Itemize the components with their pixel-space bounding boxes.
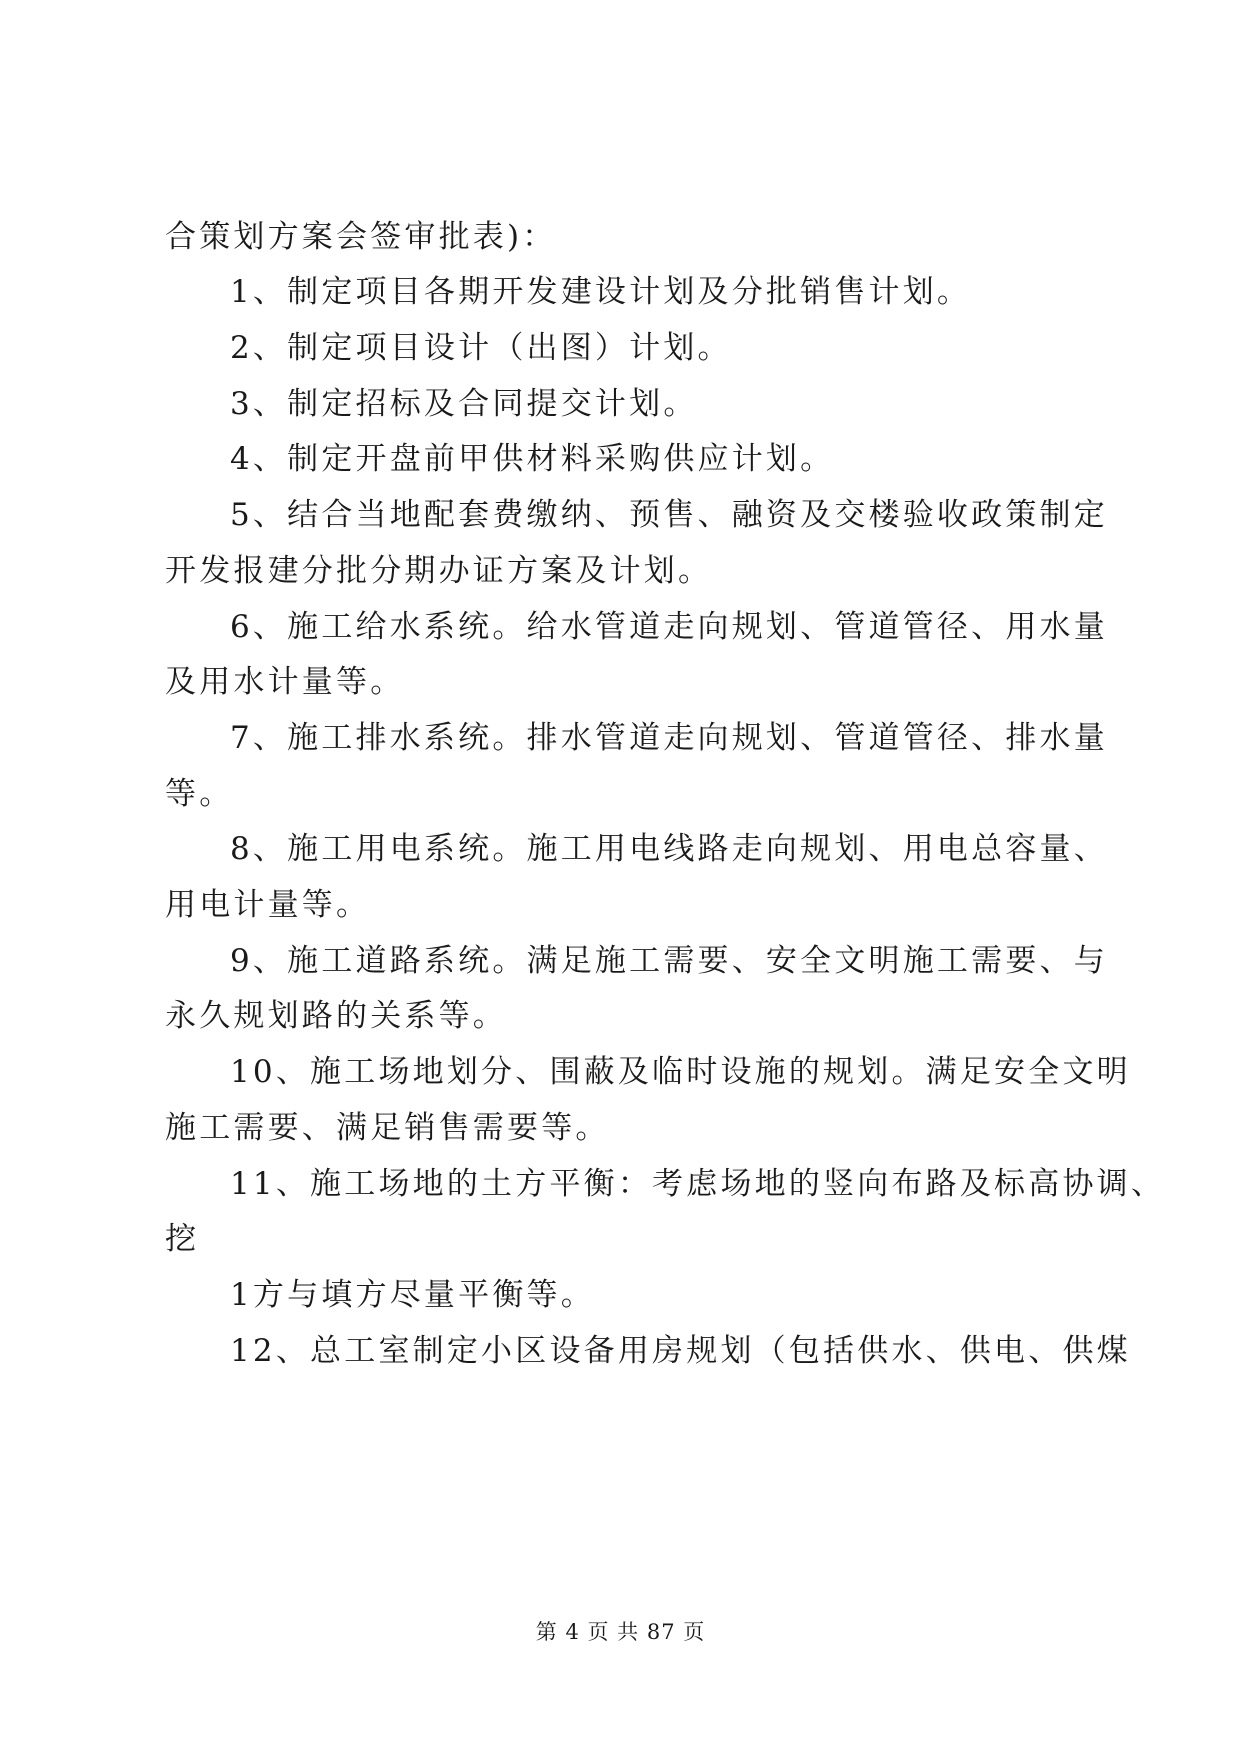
text-line-3: 2、制定项目设计（出图）计划。 bbox=[230, 330, 732, 366]
text-line-8: 6、施工给水系统。给水管道走向规划、管道管径、用水量 bbox=[230, 609, 1108, 645]
text-line-17: 施工需要、满足销售需要等。 bbox=[165, 1110, 610, 1146]
text-line-4: 3、制定招标及合同提交计划。 bbox=[230, 386, 698, 422]
text-line-11: 等。 bbox=[165, 776, 234, 812]
text-line-19: 挖 bbox=[165, 1221, 200, 1257]
text-line-20: 1方与填方尽量平衡等。 bbox=[230, 1277, 595, 1313]
text-line-6: 5、结合当地配套费缴纳、预售、融资及交楼验收政策制定 bbox=[230, 497, 1108, 533]
text-line-16: 10、施工场地划分、围蔽及临时设施的规划。满足安全文明 bbox=[230, 1054, 1131, 1090]
text-line-1: 合策划方案会签审批表)： bbox=[165, 219, 557, 255]
text-line-14: 9、施工道路系统。满足施工需要、安全文明施工需要、与 bbox=[230, 943, 1108, 979]
text-line-13: 用电计量等。 bbox=[165, 887, 371, 923]
text-line-18: 11、施工场地的土方平衡：考虑场地的竖向布路及标高协调、 bbox=[230, 1166, 1166, 1202]
text-line-9: 及用水计量等。 bbox=[165, 664, 405, 700]
text-line-2: 1、制定项目各期开发建设计划及分批销售计划。 bbox=[230, 274, 972, 310]
text-line-15: 永久规划路的关系等。 bbox=[165, 998, 507, 1034]
text-line-12: 8、施工用电系统。施工用电线路走向规划、用电总容量、 bbox=[230, 831, 1108, 867]
text-line-5: 4、制定开盘前甲供材料采购供应计划。 bbox=[230, 441, 835, 477]
text-line-21: 12、总工室制定小区设备用房规划（包括供水、供电、供煤 bbox=[230, 1333, 1131, 1369]
text-line-7: 开发报建分批分期办证方案及计划。 bbox=[165, 553, 713, 589]
text-line-10: 7、施工排水系统。排水管道走向规划、管道管径、排水量 bbox=[230, 720, 1108, 756]
page-footer: 第 4 页 共 87 页 bbox=[535, 1620, 706, 1644]
